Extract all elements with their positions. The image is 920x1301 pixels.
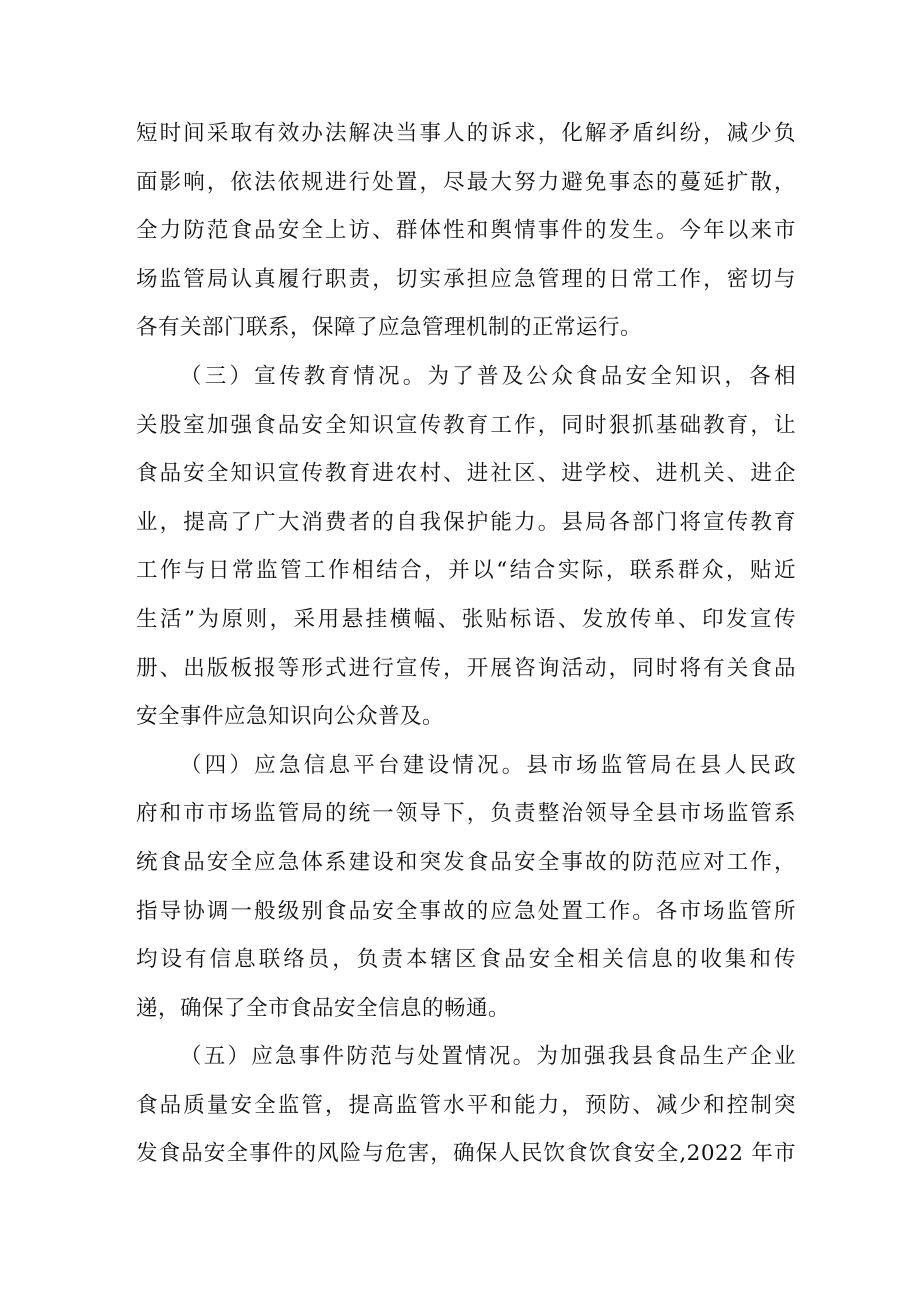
text-line: 场监管局认真履行职责，切实承担应急管理的日常工作，密切与 <box>136 266 796 292</box>
text-line: 全力防范食品安全上访、群体性和舆情事件的发生。今年以来市 <box>136 218 796 244</box>
text-line: 食品质量安全监管，提高监管水平和能力，预防、减少和控制突 <box>136 1092 796 1118</box>
text-line: 递，确保了全市食品安全信息的畅通。 <box>136 995 511 1021</box>
text-line: 安全事件应急知识向公众普及。 <box>136 704 445 730</box>
text-line: 短时间采取有效办法解决当事人的诉求，化解矛盾纠纷，减少负 <box>136 121 796 146</box>
text-line: 面影响，依法依规进行处置，尽最大努力避免事态的蔓延扩散， <box>136 169 796 195</box>
text-line: 各有关部门联系，保障了应急管理机制的正常运行。 <box>136 315 643 341</box>
text-line: 业，提高了广大消费者的自我保护能力。县局各部门将宣传教育 <box>136 509 796 535</box>
text-line: 府和市市场监管局的统一领导下，负责整治领导全县市场监管系 <box>136 801 796 827</box>
text-line: 册、出版板报等形式进行宣传，开展咨询活动，同时将有关食品 <box>136 655 796 681</box>
text-line: 指导协调一般级别食品安全事故的应急处置工作。各市场监管所 <box>136 898 796 924</box>
text-line: 关股室加强食品安全知识宣传教育工作，同时狠抓基础教育，让 <box>136 412 796 438</box>
text-line: 工作与日常监管工作相结合，并以“结合实际，联系群众，贴近 <box>136 558 796 584</box>
text-line: 统食品安全应急体系建设和突发食品安全事故的防范应对工作， <box>136 849 796 875</box>
paragraph-heading-line: （四）应急信息平台建设情况。县市场监管局在县人民政 <box>180 752 796 778</box>
text-line: 食品安全知识宣传教育进农村、进社区、进学校、进机关、进企 <box>136 461 796 487</box>
paragraph-heading-line: （五）应急事件防范与处置情况。为加强我县食品生产企业 <box>180 1044 796 1070</box>
text-line: 生活”为原则，采用悬挂横幅、张贴标语、发放传单、印发宣传 <box>136 606 796 632</box>
document-body <box>136 110 796 1179</box>
text-line: 发食品安全事件的风险与危害，确保人民饮食饮食安全,2022 年市 <box>136 1141 796 1167</box>
text-line: 均设有信息联络员，负责本辖区食品安全相关信息的收集和传 <box>136 947 796 973</box>
paragraph-heading-line: （三）宣传教育情况。为了普及公众食品安全知识，各相 <box>180 363 796 389</box>
